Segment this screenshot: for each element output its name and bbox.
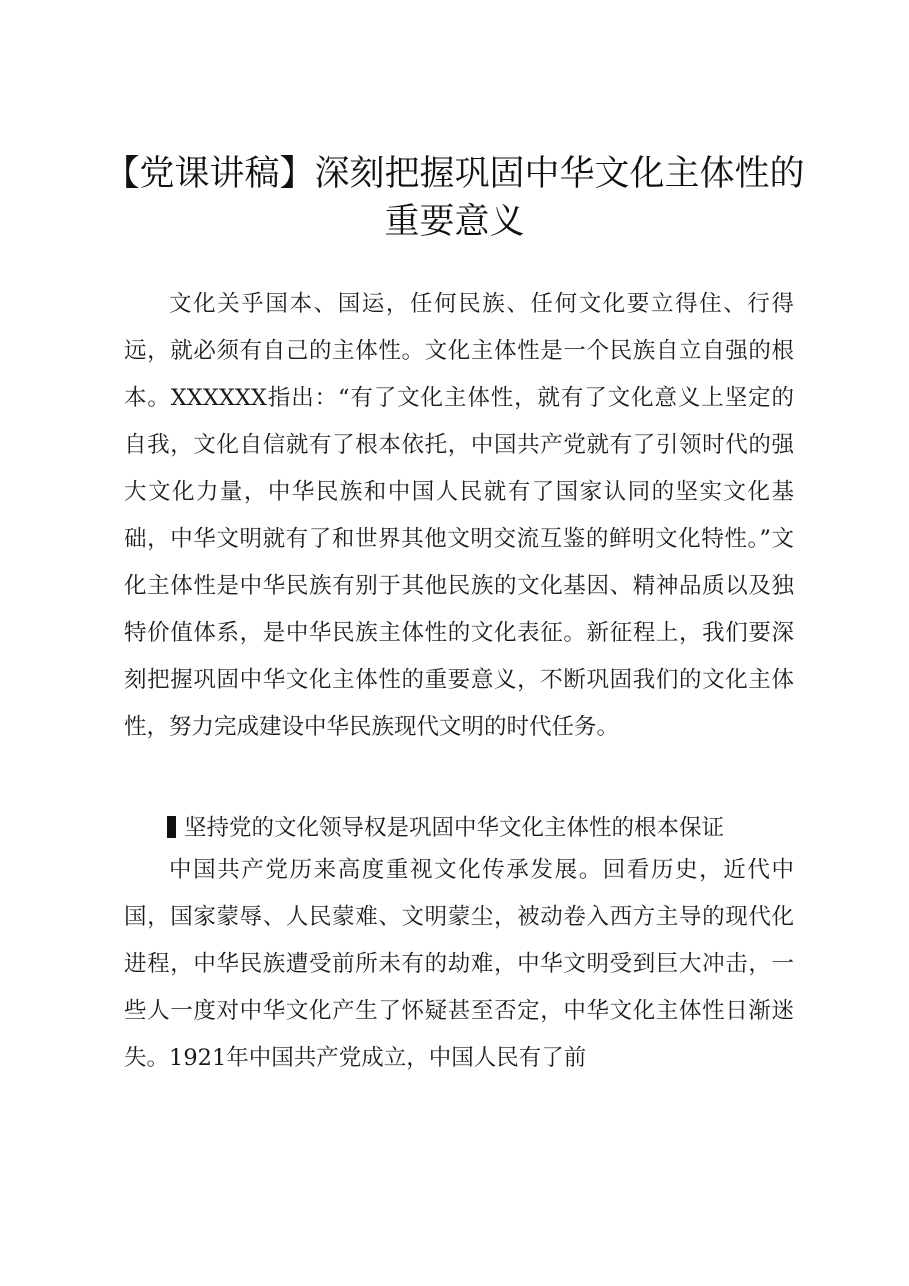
section-heading-text: 坚持党的文化领导权是巩固中华文化主体性的根本保证 — [184, 815, 725, 841]
paragraph-history: 中国共产党历来高度重视文化传承发展。回看历史，近代中国，国家蒙辱、人民蒙难、文明蒙尘，被动卷入西方主导的现代化进程，中华民族遭受前所未有的劫难，中华文明受到巨大冲击，一些人一度对中华文化产生了怀疑甚至否定，中华文化主体性日渐迷失。1921年中国共产党成立，中国人民有了前 — [124, 857, 794, 1071]
document-title: 【党课讲稿】深刻把握巩固中华文化主体性的重要意义 — [104, 154, 805, 242]
paragraph-intro: 文化关乎国本、国运，任何民族、任何文化要立得住、行得远，就必须有自己的主体性。文化主体性是一个民族自立自强的根本。XXXXXX指出：“有了文化主体性，就有了文化意义上坚定的自我，文化自信就有了根本依托，中国共产党就有了引领时代的强大文化力量，中华民族和中国人民就有了国家认同的坚实文化基础，中华文明就有了和世界其他文明交流互鉴的鲜明文化特性。”文化主体性是中华民族有别于其他民族的文化基因、精神品质以及独特价值体系，是中华民族主体性的文化表征。新征程上，我们要深刻把握巩固中华文化主体性的重要意义，不断巩固我们的文化主体性，努力完成建设中华民族现代文明的时代任务。 — [124, 291, 794, 740]
section-heading — [167, 805, 794, 852]
heading-marker-icon — [167, 816, 176, 838]
